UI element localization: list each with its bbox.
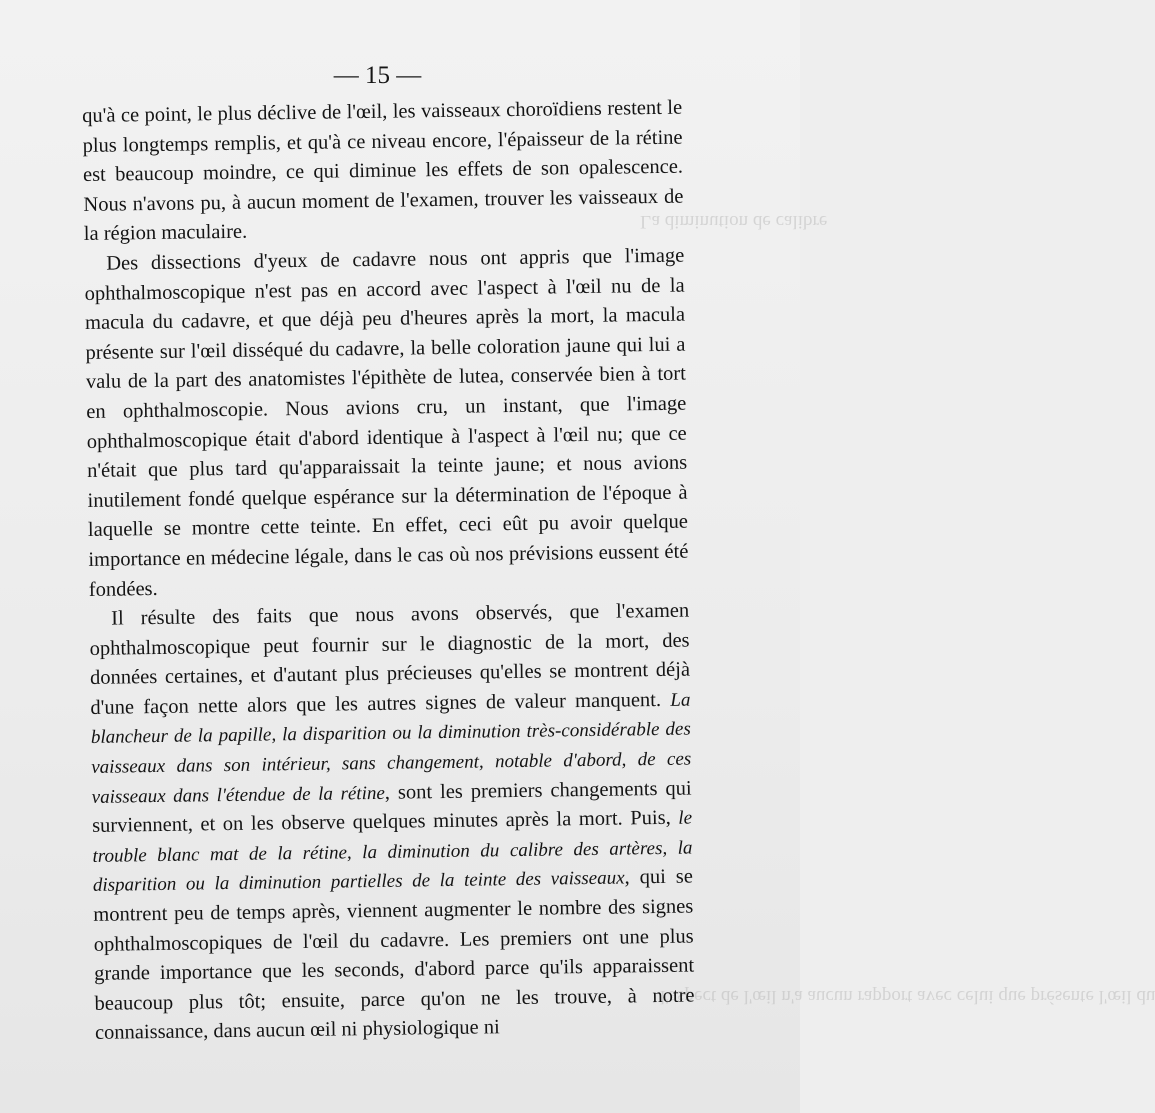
body-text	[82, 94, 695, 1049]
roman-text: qu'à ce point, le plus déclive de l'œil, les vaisseaux choroïdiens restent le plus longtemps remplis, et qu'à ce niveau encore, l'épaisseur de la rétine est beaucoup moindre, ce qui diminue les effets de son opalescence. Nous n'avons pu, à aucun moment de l'examen, trouver les vaisseaux de la région maculaire.	[82, 96, 684, 246]
italic-text: La blancheur de la papille, la disparition ou la diminution très-considérable des vaisseaux dans son intérieur, sans changement, notable d'abord, de ces vaisseaux dans l'étendue de la rétine	[90, 689, 692, 808]
paragraph	[82, 94, 684, 250]
page-number: — 15 —	[333, 62, 422, 89]
paragraph	[89, 597, 695, 1049]
show-through-line: l'aspect de l'œil n'a aucun rapport avec celui que présente l'œil du	[660, 986, 1155, 1007]
italic-text: le trouble blanc mat de la rétine, la diminution du calibre des artères, la disparition ou la diminution partielles de la teinte des vaisseaux	[92, 807, 693, 897]
roman-text: , qui se montrent peu de temps après, viennent augmenter le nombre des signes ophthalmoscopiques de l'œil du cadavre. Les premiers ont une plus grande importance que les seconds, d'abord parce qu'ils apparaissent beaucoup plus tôt; ensuite, parce qu'on ne les trouve, à notre connaissance, dans aucun œil ni physiologique ni	[93, 865, 695, 1045]
roman-text: Des dissections d'yeux de cadavre nous ont appris que l'image ophthalmoscopique n'est pas en accord avec l'aspect à l'œil nu de la macula du cadavre, et que déjà peu d'heures après la mort, la macula présente sur l'œil disséqué du cadavre, la belle coloration jaune qui lui a valu de la part des anatomistes l'épithète de lutea, conservée bien à tort en ophthalmoscopie. Nous avions cru, un instant, que l'image ophthalmoscopique était d'abord identique à l'aspect à l'œil nu; que ce n'était que plus tard qu'apparaissait la teinte jaune; et nous avions inutilement fondé quelque espérance sur la détermination de l'époque à laquelle se montre cette teinte. En effet, ceci eût pu avoir quelque importance en médecine légale, dans le cas où nos prévisions eussent été fondées.	[84, 244, 689, 601]
show-through-line: La diminution de calibre	[640, 211, 828, 232]
roman-text: Il résulte des faits que nous avons observés, que l'examen ophthalmoscopique peut fournir sur le diagnostic de la mort, des données certaines, et d'autant plus précieuses qu'elles se montrent déjà d'une façon nette alors que les autres signes de valeur manquent.	[89, 599, 691, 719]
paragraph	[84, 242, 689, 605]
roman-text: , sont les premiers changements qui surviennent, et on les observe quelques minutes après la mort. Puis,	[91, 777, 692, 838]
